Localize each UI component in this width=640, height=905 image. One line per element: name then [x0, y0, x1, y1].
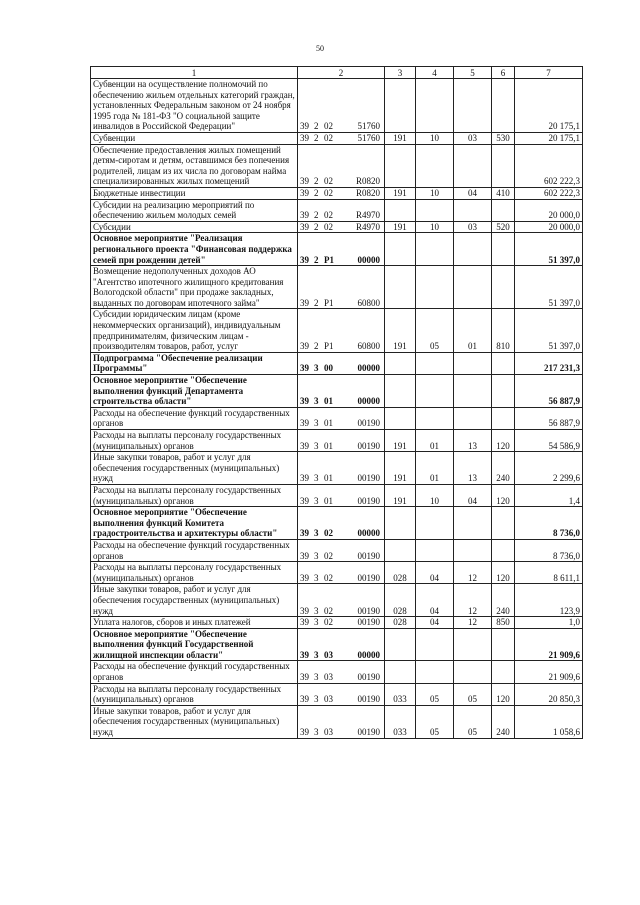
pr-cell — [454, 661, 492, 683]
code-part-c: 02 — [324, 121, 333, 132]
code-part-code: 00000 — [357, 396, 380, 407]
row-name: Субсидии на реализацию мероприятий по обеспечению жильем молодых семей — [91, 199, 298, 221]
row-name: Возмещение недополученных доходов АО "Агентство ипотечного жилищного кредитования Вологодской области" при продаже закладных, выданных по договорам ипотечного займа" — [91, 266, 298, 309]
code-part-code: 00190 — [357, 440, 380, 451]
code-part-c: 01 — [324, 396, 333, 407]
table-row — [91, 452, 583, 485]
pr-cell — [454, 507, 492, 540]
vr-cell: 530 — [492, 132, 515, 144]
page-number: 50 — [316, 44, 324, 53]
target-code-cell — [298, 187, 385, 199]
code-part-c: 01 — [324, 495, 333, 506]
amount-cell: 1 058,6 — [515, 705, 583, 738]
table-row — [91, 309, 583, 352]
amount-cell: 51 397,0 — [515, 266, 583, 309]
amount-cell: 2 299,6 — [515, 452, 583, 485]
code-part-b: 3 — [314, 605, 319, 616]
row-name: Основное мероприятие "Обеспечение выполнения функций Комитета градостроительства и архитектуры области" — [91, 507, 298, 540]
grbs-cell — [385, 266, 416, 309]
rz-cell: 10 — [416, 187, 454, 199]
table-row — [91, 628, 583, 661]
row-name: Основное мероприятие "Обеспечение выполнения функций Государственной жилищной инспекции области" — [91, 628, 298, 661]
code-part-code: 60800 — [357, 341, 380, 352]
target-code-cell — [298, 683, 385, 705]
code-part-a: 39 — [300, 341, 309, 352]
code-part-a: 39 — [300, 363, 309, 374]
code-part-b: 3 — [314, 649, 319, 660]
code-part-a: 39 — [300, 672, 309, 683]
code-part-c: 02 — [324, 528, 333, 539]
code-part-b: 2 — [314, 187, 319, 198]
amount-cell: 217 231,3 — [515, 352, 583, 374]
vr-cell: 810 — [492, 309, 515, 352]
grbs-cell: 191 — [385, 187, 416, 199]
pr-cell: 04 — [454, 187, 492, 199]
code-part-c: P1 — [324, 297, 334, 308]
rz-cell: 05 — [416, 705, 454, 738]
row-name: Расходы на обеспечение функций государственных органов — [91, 539, 298, 561]
code-part-b: 3 — [314, 495, 319, 506]
vr-cell: 240 — [492, 584, 515, 617]
code-part-b: 3 — [314, 440, 319, 451]
amount-cell: 8 611,1 — [515, 562, 583, 584]
table-row — [91, 266, 583, 309]
rz-cell — [416, 628, 454, 661]
code-part-a: 39 — [300, 495, 309, 506]
code-part-b: 2 — [314, 210, 319, 221]
vr-cell: 120 — [492, 484, 515, 506]
code-part-c: 00 — [324, 363, 333, 374]
code-part-c: 03 — [324, 672, 333, 683]
pr-cell: 01 — [454, 309, 492, 352]
target-code-cell — [298, 266, 385, 309]
amount-cell: 8 736,0 — [515, 539, 583, 561]
code-part-b: 3 — [314, 363, 319, 374]
column-header: 3 — [385, 67, 416, 79]
row-name: Расходы на выплаты персоналу государственных (муниципальных) органов — [91, 683, 298, 705]
grbs-cell — [385, 233, 416, 266]
rz-cell — [416, 352, 454, 374]
code-part-b: 3 — [314, 418, 319, 429]
table-row — [91, 430, 583, 452]
code-part-code: 00190 — [357, 495, 380, 506]
row-name: Расходы на выплаты персоналу государственных (муниципальных) органов — [91, 484, 298, 506]
vr-cell — [492, 233, 515, 266]
code-part-code: R0820 — [355, 176, 380, 187]
code-part-b: 3 — [314, 473, 319, 484]
code-part-a: 39 — [300, 649, 309, 660]
vr-cell: 120 — [492, 683, 515, 705]
row-name: Иные закупки товаров, работ и услуг для обеспечения государственных (муниципальных) нужд — [91, 452, 298, 485]
code-part-code: R4970 — [355, 221, 380, 232]
amount-cell: 20 000,0 — [515, 199, 583, 221]
vr-cell — [492, 199, 515, 221]
code-part-code: 00000 — [357, 254, 380, 265]
code-part-a: 39 — [300, 297, 309, 308]
table-row — [91, 375, 583, 408]
code-part-b: 2 — [314, 221, 319, 232]
grbs-cell: 033 — [385, 705, 416, 738]
code-part-c: 02 — [324, 221, 333, 232]
code-part-a: 39 — [300, 550, 309, 561]
table-row — [91, 407, 583, 429]
code-part-c: 02 — [324, 572, 333, 583]
code-part-code: 60800 — [357, 297, 380, 308]
code-part-a: 39 — [300, 221, 309, 232]
vr-cell — [492, 539, 515, 561]
code-part-a: 39 — [300, 617, 309, 628]
pr-cell: 13 — [454, 430, 492, 452]
target-code-cell — [298, 144, 385, 187]
target-code-cell — [298, 352, 385, 374]
grbs-cell: 191 — [385, 430, 416, 452]
grbs-cell: 028 — [385, 562, 416, 584]
target-code-cell — [298, 79, 385, 133]
code-part-a: 39 — [300, 605, 309, 616]
pr-cell: 12 — [454, 562, 492, 584]
target-code-cell — [298, 484, 385, 506]
grbs-cell — [385, 407, 416, 429]
amount-cell: 21 909,6 — [515, 661, 583, 683]
code-part-a: 39 — [300, 396, 309, 407]
grbs-cell — [385, 507, 416, 540]
table-row — [91, 507, 583, 540]
code-part-code: 00190 — [357, 605, 380, 616]
row-name: Основное мероприятие "Реализация регионального проекта "Финансовая поддержка семей при рождении детей" — [91, 233, 298, 266]
grbs-cell — [385, 661, 416, 683]
row-name: Иные закупки товаров, работ и услуг для обеспечения государственных (муниципальных) нужд — [91, 705, 298, 738]
pr-cell — [454, 266, 492, 309]
pr-cell: 13 — [454, 452, 492, 485]
vr-cell: 410 — [492, 187, 515, 199]
rz-cell — [416, 144, 454, 187]
code-part-c: 03 — [324, 649, 333, 660]
grbs-cell: 191 — [385, 484, 416, 506]
amount-cell: 602 222,3 — [515, 187, 583, 199]
code-part-code: R4970 — [355, 210, 380, 221]
amount-cell: 1,0 — [515, 617, 583, 629]
code-part-b: 3 — [314, 396, 319, 407]
amount-cell: 20 000,0 — [515, 221, 583, 233]
pr-cell: 12 — [454, 584, 492, 617]
code-part-c: 02 — [324, 617, 333, 628]
grbs-cell: 033 — [385, 683, 416, 705]
code-part-b: 3 — [314, 572, 319, 583]
table-row — [91, 187, 583, 199]
target-code-cell — [298, 705, 385, 738]
code-part-code: 00000 — [357, 528, 380, 539]
code-part-a: 39 — [300, 176, 309, 187]
vr-cell: 240 — [492, 705, 515, 738]
code-part-a: 39 — [300, 187, 309, 198]
grbs-cell — [385, 352, 416, 374]
pr-cell — [454, 352, 492, 374]
code-part-b: 2 — [314, 176, 319, 187]
pr-cell — [454, 199, 492, 221]
pr-cell: 05 — [454, 705, 492, 738]
code-part-code: 00190 — [357, 418, 380, 429]
vr-cell: 850 — [492, 617, 515, 629]
grbs-cell — [385, 375, 416, 408]
vr-cell: 240 — [492, 452, 515, 485]
amount-cell: 51 397,0 — [515, 309, 583, 352]
pr-cell — [454, 628, 492, 661]
row-name: Субвенции — [91, 132, 298, 144]
amount-cell: 56 887,9 — [515, 375, 583, 408]
table-row — [91, 352, 583, 374]
table-row — [91, 683, 583, 705]
row-name: Расходы на обеспечение функций государственных органов — [91, 661, 298, 683]
grbs-cell — [385, 199, 416, 221]
code-part-c: 01 — [324, 473, 333, 484]
grbs-cell: 028 — [385, 617, 416, 629]
amount-cell: 21 909,6 — [515, 628, 583, 661]
pr-cell — [454, 407, 492, 429]
code-part-b: 3 — [314, 672, 319, 683]
pr-cell: 03 — [454, 221, 492, 233]
code-part-code: 00190 — [357, 473, 380, 484]
rz-cell: 04 — [416, 617, 454, 629]
code-part-c: P1 — [324, 341, 334, 352]
row-name: Субвенции на осуществление полномочий по обеспечению жильем отдельных категорий граждан, установленных Федеральным законом от 24 ноября 1995 года № 181-ФЗ "О социальной защите инвалидов в Российской Федерации" — [91, 79, 298, 133]
code-part-a: 39 — [300, 210, 309, 221]
target-code-cell — [298, 221, 385, 233]
budget-table — [90, 66, 583, 739]
grbs-cell: 191 — [385, 452, 416, 485]
grbs-cell — [385, 628, 416, 661]
amount-cell: 20 175,1 — [515, 79, 583, 133]
table-row — [91, 221, 583, 233]
target-code-cell — [298, 407, 385, 429]
vr-cell — [492, 507, 515, 540]
column-header: 4 — [416, 67, 454, 79]
grbs-cell: 191 — [385, 132, 416, 144]
rz-cell — [416, 539, 454, 561]
header-row — [91, 67, 583, 79]
row-name: Уплата налогов, сборов и иных платежей — [91, 617, 298, 629]
code-part-b: 2 — [314, 297, 319, 308]
target-code-cell — [298, 507, 385, 540]
code-part-code: 00190 — [357, 550, 380, 561]
code-part-code: 00190 — [357, 672, 380, 683]
row-name: Иные закупки товаров, работ и услуг для обеспечения государственных (муниципальных) нужд — [91, 584, 298, 617]
code-part-code: R0820 — [355, 187, 380, 198]
row-name: Субсидии юридическим лицам (кроме некоммерческих организаций), индивидуальным предпринимателям, физическим лицам - производителям товаров, работ, услуг — [91, 309, 298, 352]
target-code-cell — [298, 539, 385, 561]
row-name: Бюджетные инвестиции — [91, 187, 298, 199]
row-name: Расходы на обеспечение функций государственных органов — [91, 407, 298, 429]
table-row — [91, 539, 583, 561]
code-part-c: 02 — [324, 210, 333, 221]
target-code-cell — [298, 199, 385, 221]
code-part-a: 39 — [300, 132, 309, 143]
code-part-c: 02 — [324, 605, 333, 616]
vr-cell: 120 — [492, 562, 515, 584]
pr-cell: 03 — [454, 132, 492, 144]
code-part-code: 00190 — [357, 617, 380, 628]
amount-cell: 8 736,0 — [515, 507, 583, 540]
rz-cell — [416, 266, 454, 309]
code-part-a: 39 — [300, 440, 309, 451]
code-part-a: 39 — [300, 254, 309, 265]
vr-cell — [492, 144, 515, 187]
target-code-cell — [298, 132, 385, 144]
code-part-c: 02 — [324, 187, 333, 198]
pr-cell: 05 — [454, 683, 492, 705]
pr-cell — [454, 539, 492, 561]
column-header: 1 — [91, 67, 298, 79]
target-code-cell — [298, 309, 385, 352]
code-part-c: 02 — [324, 176, 333, 187]
code-part-code: 00000 — [357, 649, 380, 660]
table-row — [91, 661, 583, 683]
code-part-a: 39 — [300, 727, 309, 738]
amount-cell: 51 397,0 — [515, 233, 583, 266]
code-part-b: 3 — [314, 550, 319, 561]
rz-cell: 10 — [416, 132, 454, 144]
target-code-cell — [298, 584, 385, 617]
code-part-b: 2 — [314, 132, 319, 143]
amount-cell: 602 222,3 — [515, 144, 583, 187]
rz-cell: 01 — [416, 430, 454, 452]
row-name: Расходы на выплаты персоналу государственных (муниципальных) органов — [91, 430, 298, 452]
code-part-b: 3 — [314, 694, 319, 705]
table-row — [91, 484, 583, 506]
grbs-cell — [385, 539, 416, 561]
row-name: Субсидии — [91, 221, 298, 233]
code-part-b: 2 — [314, 254, 319, 265]
amount-cell: 56 887,9 — [515, 407, 583, 429]
code-part-code: 00190 — [357, 572, 380, 583]
code-part-code: 00190 — [357, 694, 380, 705]
rz-cell: 05 — [416, 683, 454, 705]
vr-cell — [492, 352, 515, 374]
amount-cell: 123,9 — [515, 584, 583, 617]
code-part-a: 39 — [300, 418, 309, 429]
code-part-code: 00000 — [357, 363, 380, 374]
rz-cell: 10 — [416, 221, 454, 233]
code-part-c: 02 — [324, 132, 333, 143]
rz-cell: 04 — [416, 562, 454, 584]
pr-cell: 12 — [454, 617, 492, 629]
rz-cell — [416, 407, 454, 429]
target-code-cell — [298, 233, 385, 266]
rz-cell: 10 — [416, 484, 454, 506]
vr-cell — [492, 79, 515, 133]
table-row — [91, 617, 583, 629]
target-code-cell — [298, 375, 385, 408]
target-code-cell — [298, 562, 385, 584]
vr-cell: 120 — [492, 430, 515, 452]
grbs-cell: 028 — [385, 584, 416, 617]
column-header: 6 — [492, 67, 515, 79]
amount-cell: 20 175,1 — [515, 132, 583, 144]
grbs-cell — [385, 144, 416, 187]
row-name: Основное мероприятие "Обеспечение выполнения функций Департамента строительства области" — [91, 375, 298, 408]
rz-cell — [416, 79, 454, 133]
grbs-cell — [385, 79, 416, 133]
table-row — [91, 562, 583, 584]
amount-cell: 20 850,3 — [515, 683, 583, 705]
pr-cell — [454, 375, 492, 408]
code-part-c: P1 — [324, 254, 334, 265]
column-header: 7 — [515, 67, 583, 79]
code-part-a: 39 — [300, 473, 309, 484]
code-part-a: 39 — [300, 694, 309, 705]
code-part-b: 2 — [314, 341, 319, 352]
code-part-c: 01 — [324, 440, 333, 451]
code-part-a: 39 — [300, 528, 309, 539]
code-part-b: 3 — [314, 528, 319, 539]
code-part-b: 2 — [314, 121, 319, 132]
code-part-a: 39 — [300, 121, 309, 132]
table-row — [91, 705, 583, 738]
table-body — [91, 79, 583, 739]
code-part-c: 02 — [324, 550, 333, 561]
vr-cell — [492, 375, 515, 408]
rz-cell — [416, 507, 454, 540]
rz-cell: 01 — [416, 452, 454, 485]
target-code-cell — [298, 617, 385, 629]
rz-cell: 05 — [416, 309, 454, 352]
row-name: Обеспечение предоставления жилых помещений детям-сиротам и детям, оставшимся без попечения родителей, лицам из их числа по договорам найма специализированных жилых помещений — [91, 144, 298, 187]
code-part-code: 00190 — [357, 727, 380, 738]
pr-cell — [454, 79, 492, 133]
row-name: Расходы на выплаты персоналу государственных (муниципальных) органов — [91, 562, 298, 584]
table-row — [91, 132, 583, 144]
rz-cell — [416, 233, 454, 266]
code-part-c: 03 — [324, 727, 333, 738]
code-part-code: 51760 — [357, 132, 380, 143]
target-code-cell — [298, 628, 385, 661]
pr-cell — [454, 233, 492, 266]
grbs-cell: 191 — [385, 221, 416, 233]
pr-cell: 04 — [454, 484, 492, 506]
table-row — [91, 144, 583, 187]
row-name: Подпрограмма "Обеспечение реализации Программы" — [91, 352, 298, 374]
code-part-a: 39 — [300, 572, 309, 583]
rz-cell: 04 — [416, 584, 454, 617]
pr-cell — [454, 144, 492, 187]
amount-cell: 54 586,9 — [515, 430, 583, 452]
vr-cell — [492, 628, 515, 661]
vr-cell — [492, 266, 515, 309]
code-part-code: 51760 — [357, 121, 380, 132]
table-row — [91, 199, 583, 221]
column-header: 2 — [298, 67, 385, 79]
code-part-c: 01 — [324, 418, 333, 429]
code-part-c: 03 — [324, 694, 333, 705]
vr-cell — [492, 407, 515, 429]
rz-cell — [416, 199, 454, 221]
rz-cell — [416, 375, 454, 408]
rz-cell — [416, 661, 454, 683]
table-row — [91, 584, 583, 617]
target-code-cell — [298, 452, 385, 485]
amount-cell: 1,4 — [515, 484, 583, 506]
code-part-b: 3 — [314, 727, 319, 738]
grbs-cell: 191 — [385, 309, 416, 352]
vr-cell — [492, 661, 515, 683]
code-part-b: 3 — [314, 617, 319, 628]
column-header: 5 — [454, 67, 492, 79]
table-row — [91, 79, 583, 133]
vr-cell: 520 — [492, 221, 515, 233]
table-row — [91, 233, 583, 266]
target-code-cell — [298, 430, 385, 452]
target-code-cell — [298, 661, 385, 683]
